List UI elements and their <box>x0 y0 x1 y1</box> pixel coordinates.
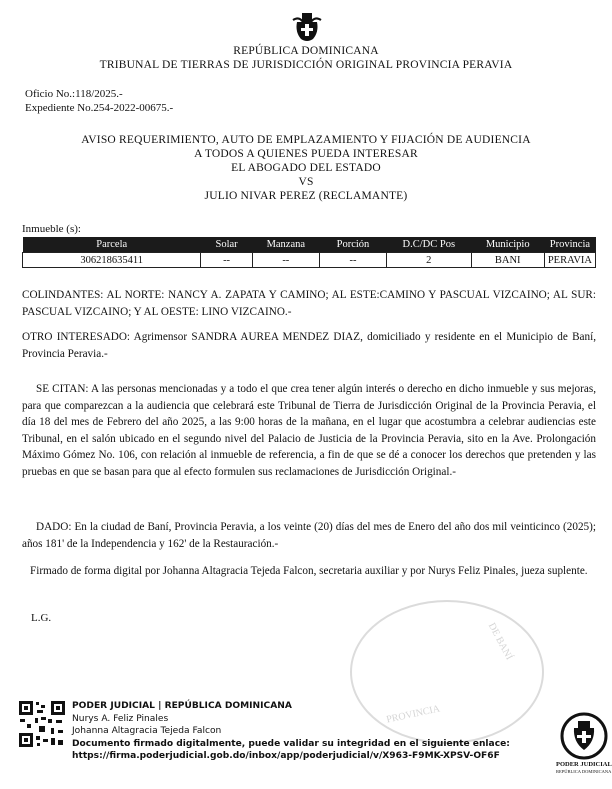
notice-party: EL ABOGADO DEL ESTADO <box>231 162 381 174</box>
notice-vs: VS <box>298 176 314 188</box>
table-cell: 2 <box>387 253 472 268</box>
footer-institution: PODER JUDICIAL | REPÚBLICA DOMINICANA <box>72 701 292 711</box>
column-header: D.C/DC Pos <box>387 237 472 253</box>
dado-paragraph: DADO: En la ciudad de Baní, Provincia Peravia, a los veinte (20) días del mes de Enero del año dos mil veinticinco (2025); años 181' de la Independencia y 162' de la Restauración.- <box>22 521 596 550</box>
column-header: Municipio <box>471 237 544 253</box>
inmueble-label: Inmueble (s): <box>22 223 81 235</box>
initials: L.G. <box>31 612 52 624</box>
firmado-paragraph: Firmado de forma digital por Johanna Altagracia Tejeda Falcon, secretaria auxiliar y por Nurys Feliz Pinales, jueza suplente. <box>30 565 588 577</box>
footer-validation-link[interactable]: https://firma.poderjudicial.gob.do/inbox/app/poderjudicial/v/X963-F9MK-XPSV-OF6F <box>72 751 500 762</box>
colindantes-paragraph: COLINDANTES: AL NORTE: NANCY A. ZAPATA Y CAMINO; AL ESTE:CAMINO Y PASCUAL VIZCAINO; AL SUR: PASCUAL VIZCAINO; Y AL OESTE: LINO VIZCAINO.- <box>22 289 596 318</box>
otro-interesado-paragraph: OTRO INTERESADO: Agrimensor SANDRA AUREA MENDEZ DIAZ, domiciliado y residente en el Municipio de Baní, Provincia Peravia.- <box>22 331 596 360</box>
column-header: Manzana <box>252 237 319 253</box>
notice-claimant: JULIO NIVAR PEREZ (RECLAMANTE) <box>204 190 408 202</box>
poder-judicial-logo-icon <box>560 712 608 760</box>
column-header: Solar <box>201 237 252 253</box>
table-cell: PERAVIA <box>544 253 595 268</box>
table-cell: BANI <box>471 253 544 268</box>
stamp-text-top: DE BANÍ <box>485 621 515 662</box>
column-header: Porción <box>319 237 386 253</box>
oficio-number: Oficio No.:118/2025.- <box>25 88 123 100</box>
table-cell: 306218635411 <box>23 253 201 268</box>
table-cell: -- <box>319 253 386 268</box>
logo-caption-2: REPÚBLICA DOMINICANA <box>556 769 612 774</box>
parcel-table <box>22 237 596 268</box>
column-header: Parcela <box>23 237 201 253</box>
expediente-number: Expediente No.254-2022-00675.- <box>25 102 174 114</box>
footer-signer-2: Johanna Altagracia Tejeda Falcon <box>72 726 222 737</box>
se-citan-paragraph: SE CITAN: A las personas mencionadas y a todo el que crea tener algún interés o derecho en dicho inmueble y sus mejoras, para que comparezcan a la audiencia que celebrará este Tribunal de Tierra de Jurisdicción Original de la Provincia Peravia, el día 18 del mes de Febrero del año 2025, a las 9:00 horas de la mañana, en el lugar que acostumbra a celebrar audiencias este Tribunal, en el salón ubicado en el segundo nivel del Palacio de Justicia de la Provincia Peravia, sito en la Ave. Prolongación Máximo Gómez No. 106, con relación al inmueble de referencia, a fin de que se dé a conocer los derechos que pretenden y las pruebas en que se basan para que al efecto formulen sus reclamaciones de Jurisdicción Original.- <box>22 383 596 478</box>
qr-code <box>18 700 66 748</box>
table-cell: -- <box>252 253 319 268</box>
stamp-text-bottom: PROVINCIA <box>385 703 442 726</box>
footer-validation-text: Documento firmado digitalmente, puede validar su integridad en el siguiente enlace: <box>72 738 510 749</box>
country-title: REPÚBLICA DOMINICANA <box>233 45 379 57</box>
footer-signer-1: Nurys A. Feliz Pinales <box>72 713 169 724</box>
notice-audience: A TODOS A QUIENES PUEDA INTERESAR <box>194 148 418 160</box>
footer-signature-block <box>72 700 510 763</box>
logo-caption-1: PODER JUDICIAL <box>556 761 612 768</box>
table-row <box>23 253 596 268</box>
coat-of-arms-icon <box>291 10 323 44</box>
column-header: Provincia <box>544 237 595 253</box>
court-title: TRIBUNAL DE TIERRAS DE JURISDICCIÓN ORIGINAL PROVINCIA PERAVIA <box>99 59 513 71</box>
table-header-row <box>23 237 596 253</box>
table-cell: -- <box>201 253 252 268</box>
notice-title: AVISO REQUERIMIENTO, AUTO DE EMPLAZAMIENTO Y FIJACIÓN DE AUDIENCIA <box>81 134 531 146</box>
